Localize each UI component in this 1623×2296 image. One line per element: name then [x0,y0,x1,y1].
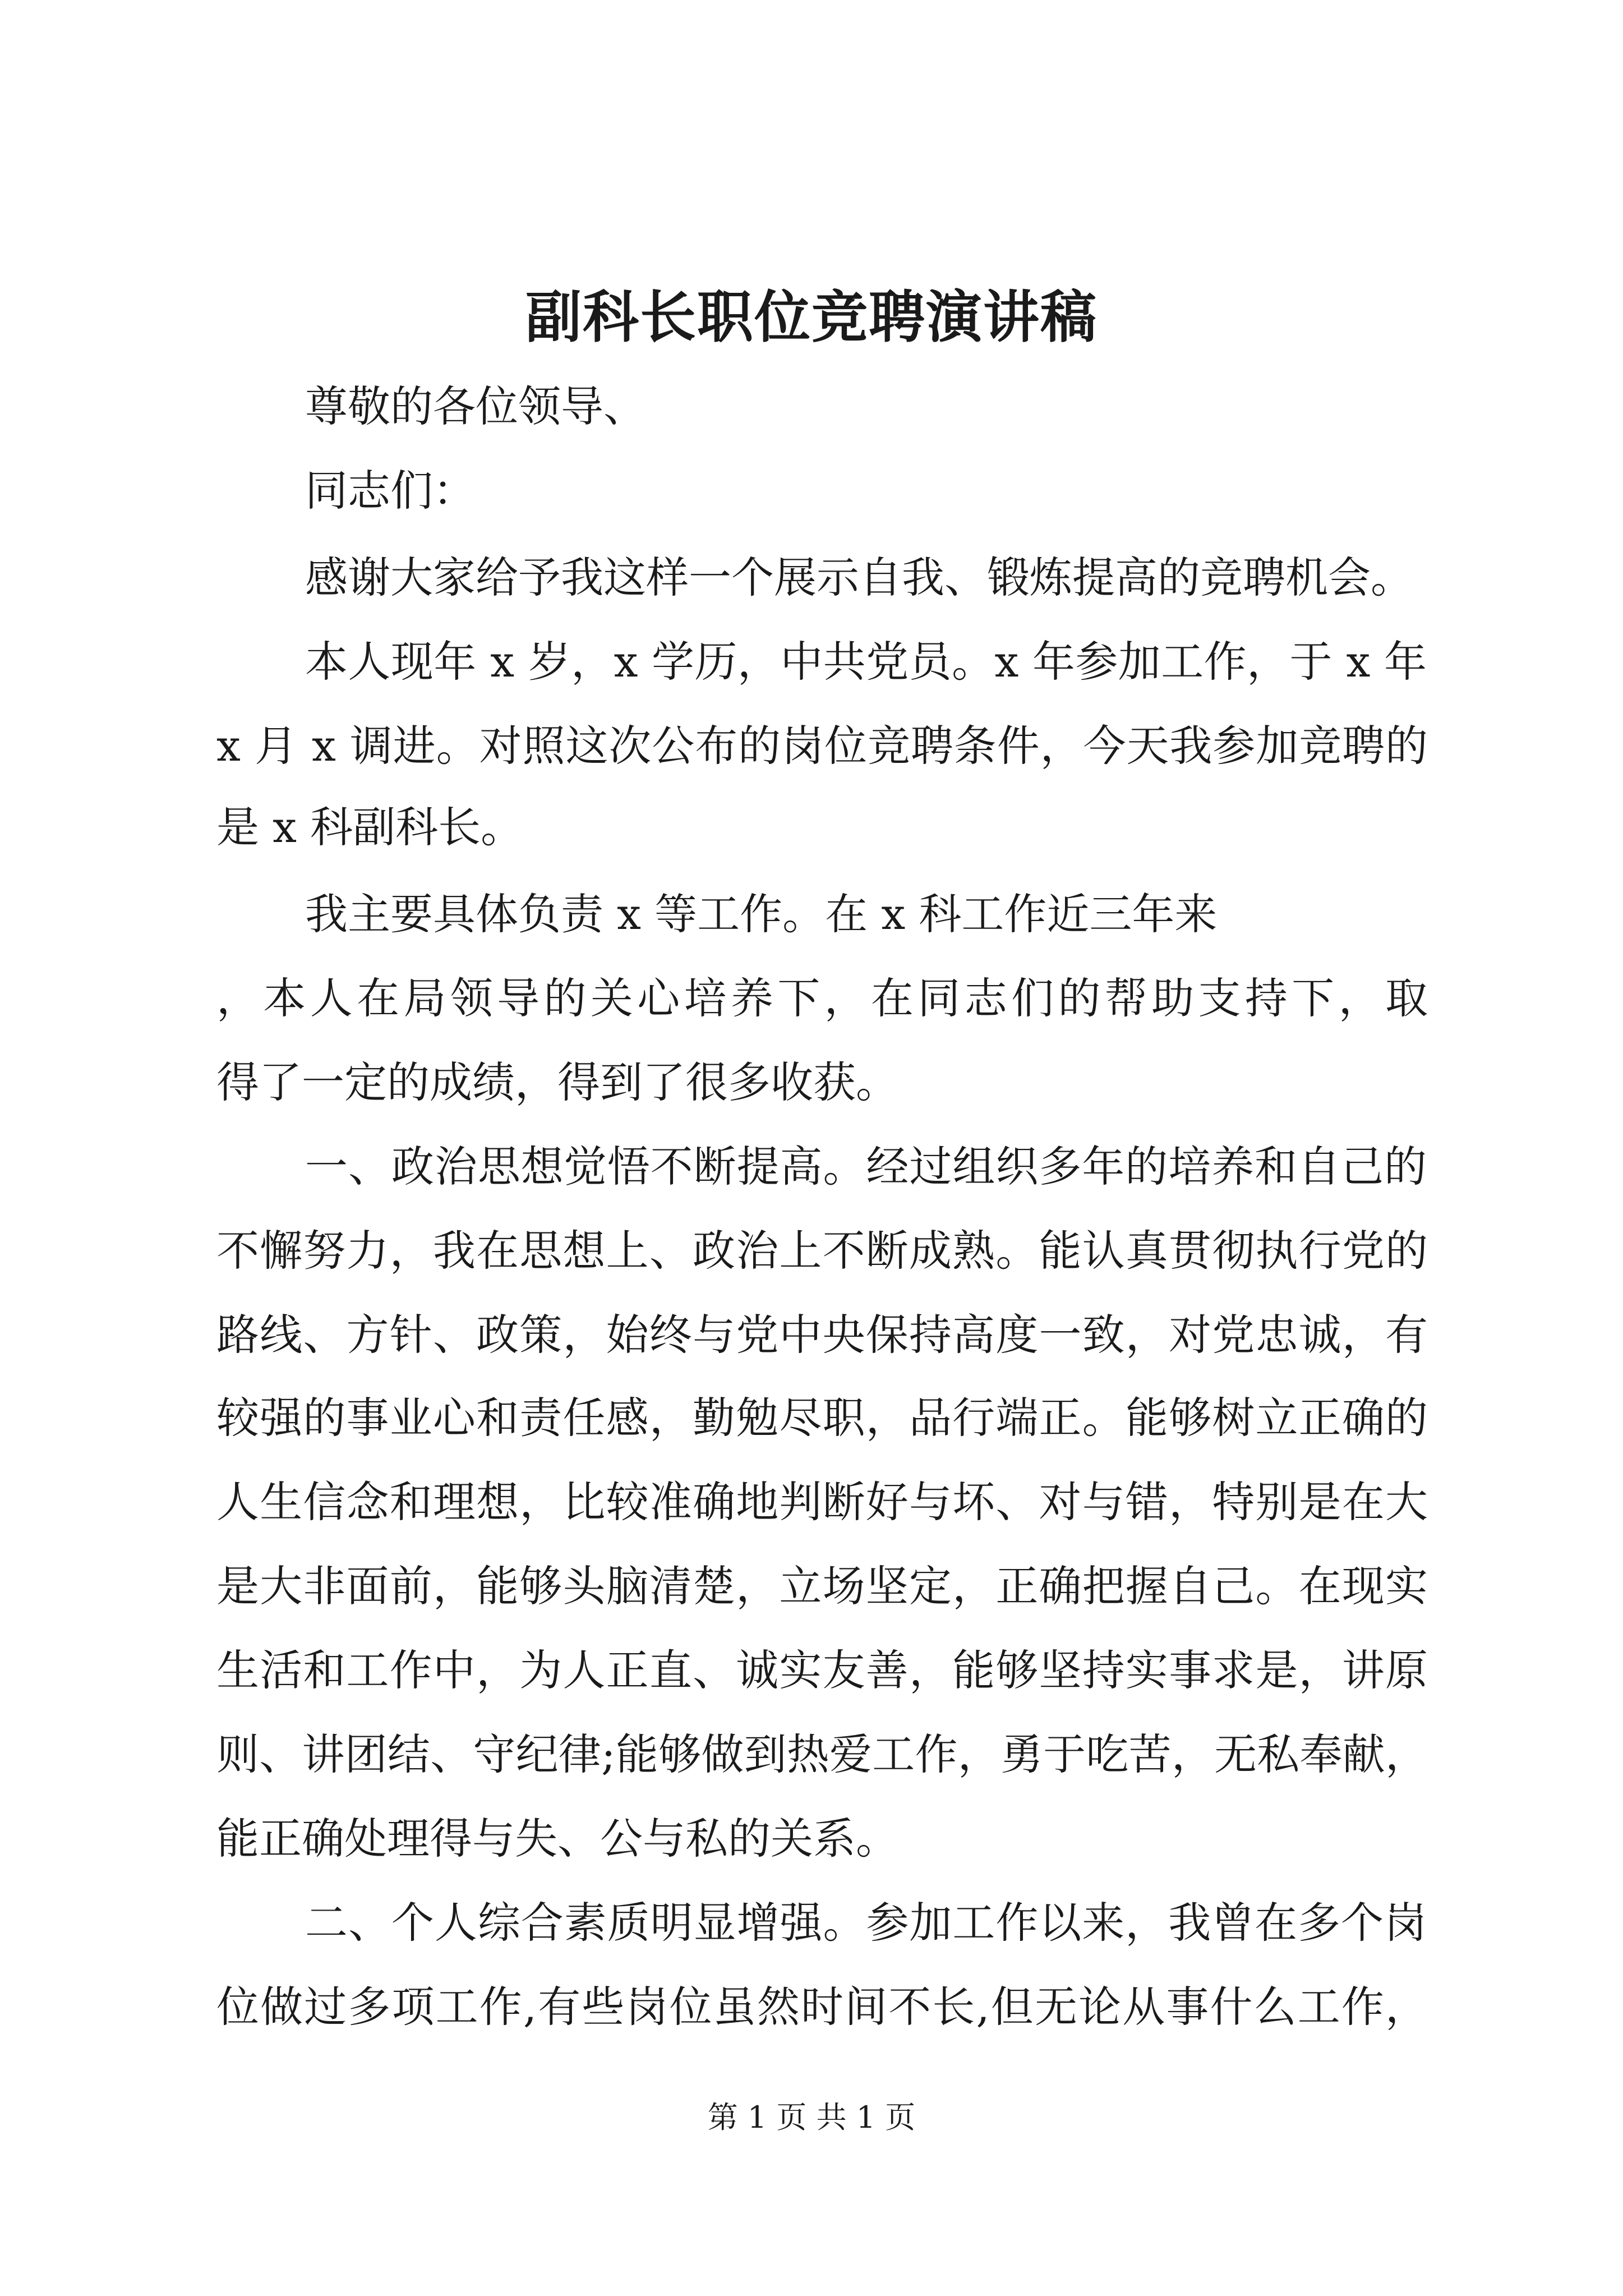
paragraph-line: 是大非面前，能够头脑清楚，立场坚定，正确把握自己。在现实 [216,1561,1428,1611]
paragraph-line: 一、政治思想觉悟不断提高。经过组织多年的培养和自己的 [305,1142,1427,1191]
salutation-line-1: 尊敬的各位领导、 [305,381,646,431]
paragraph-line: 是 x 科副科长。 [216,802,524,852]
paragraph-line: 位做过多项工作,有些岗位虽然时间不长,但无论从事什么工作， [216,1982,1428,2032]
paragraph-line: ，本人在局领导的关心培养下，在同志们的帮助支持下，取 [216,973,1428,1023]
paragraph-line: 感谢大家给予我这样一个展示自我、锻炼提高的竞聘机会。 [305,553,1413,602]
paragraph-line: 能正确处理得与失、公与私的关系。 [216,1814,898,1864]
page-footer: 第 1 页 共 1 页 [707,2100,916,2135]
paragraph-line: 得了一定的成绩，得到了很多收获。 [216,1057,898,1107]
paragraph-line: 生活和工作中，为人正直、诚实友善，能够坚持实事求是，讲原 [216,1645,1428,1695]
paragraph-line: 人生信念和理想，比较准确地判断好与坏、对与错，特别是在大 [216,1477,1428,1527]
paragraph-line: x 月 x 调进。对照这次公布的岗位竞聘条件，今天我参加竞聘的 [216,721,1428,771]
document-title: 副科长职位竞聘演讲稿 [525,284,1098,350]
paragraph-line: 本人现年 x 岁，x 学历，中共党员。x 年参加工作，于 x 年 [305,637,1427,687]
paragraph-line: 二、个人综合素质明显增强。参加工作以来，我曾在多个岗 [305,1898,1427,1948]
paragraph-line: 不懈努力，我在思想上、政治上不断成熟。能认真贯彻执行党的 [216,1226,1428,1276]
paragraph-line: 我主要具体负责 x 等工作。在 x 科工作近三年来 [305,889,1218,939]
salutation-line-2: 同志们： [305,466,476,516]
paragraph-line: 较强的事业心和责任感，勤勉尽职，品行端正。能够树立正确的 [216,1393,1428,1443]
paragraph-line: 路线、方针、政策，始终与党中央保持高度一致，对党忠诚，有 [216,1310,1428,1360]
paragraph-line: 则、讲团结、守纪律;能够做到热爱工作，勇于吃苦，无私奉献， [216,1729,1428,1779]
